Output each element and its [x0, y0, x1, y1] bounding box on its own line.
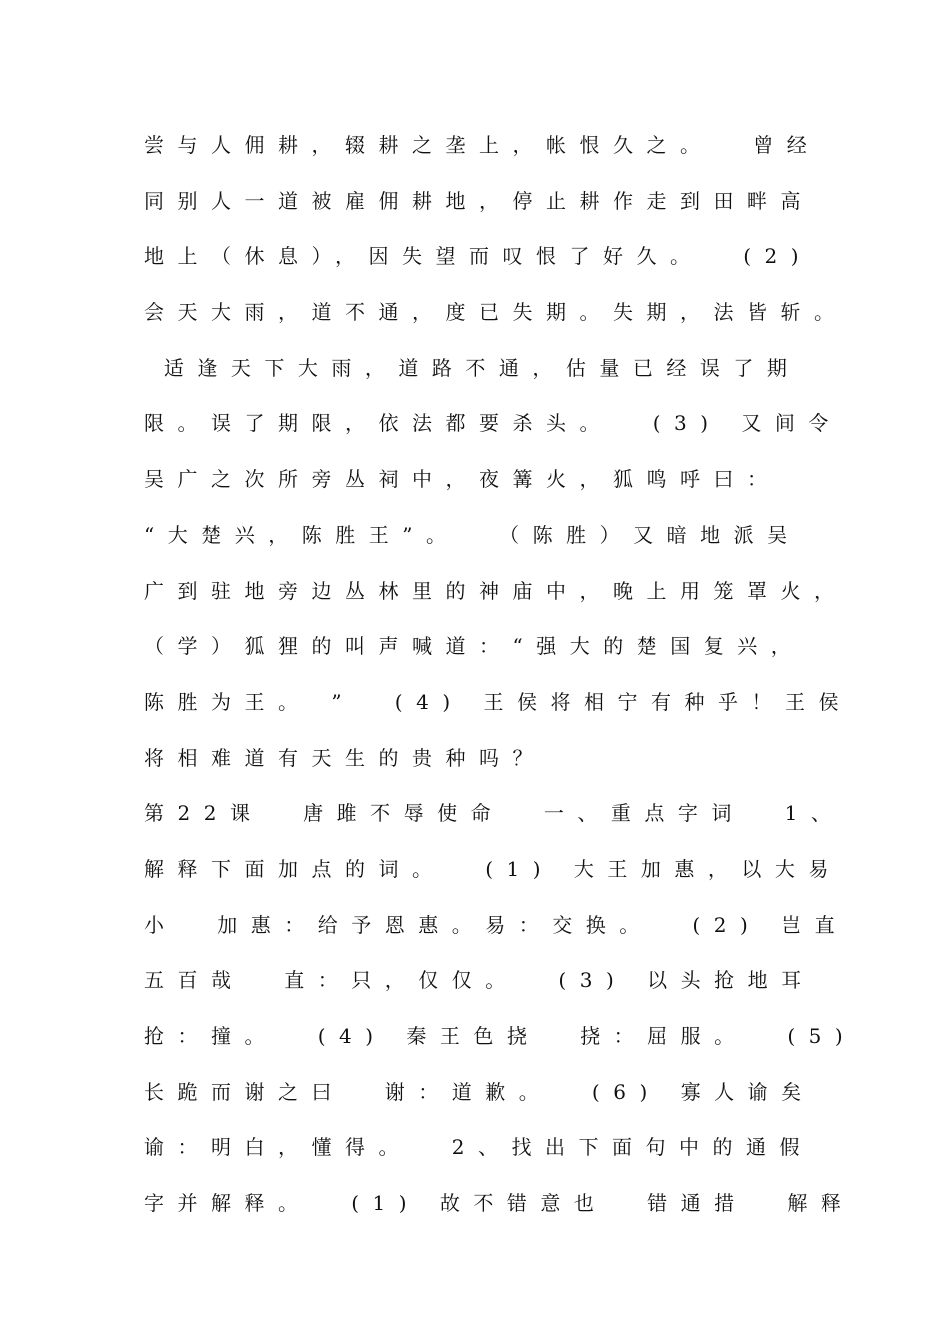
text-line: 广到驻地旁边丛林里的神庙中，晚上用笼罩火，: [144, 578, 848, 603]
text-line: 小 加惠：给予恩惠。易：交换。 (2) 岂直: [144, 912, 849, 937]
text-line: 长跪而谢之曰 谢：道歉。 (6) 寡人谕矣: [144, 1079, 815, 1104]
text-line: 吴广之次所旁丛祠中，夜篝火，狐鸣呼曰：: [144, 467, 781, 492]
text-line: 五百哉 直：只，仅仅。 (3) 以头抢地耳: [144, 968, 815, 993]
text-line: 谕：明白，懂得。 2、找出下面句中的通假: [144, 1135, 813, 1160]
text-line: 适逢天下大雨，道路不通，估量已经误了期: [144, 355, 801, 380]
text-line: 尝与人佣耕，辍耕之垄上，帐恨久之。 曾经: [144, 133, 821, 157]
text-line: 地上（休息），因失望而叹恨了好久。 (2): [144, 244, 813, 269]
body-text: [144, 128, 857, 1242]
text-line: 同别人一道被雇佣耕地，停止耕作走到田畔高: [144, 188, 814, 213]
text-line: 会天大雨，道不通，度已失期。失期，法皆斩。: [144, 300, 848, 325]
text-line: 第22课 唐雎不辱使命 一、重点字词 1、: [144, 801, 845, 826]
text-line: （学）狐狸的叫声喊道：“强大的楚国复兴，: [144, 634, 805, 659]
text-line: 抢：撞。 (4) 秦王色挠 挠：屈服。 (5): [144, 1024, 857, 1048]
text-line: 陈胜为王。 ” (4) 王侯将相宁有种乎！王侯: [144, 689, 852, 714]
text-line: “大楚兴，陈胜王”。 （陈胜）又暗地派吴: [144, 522, 801, 547]
text-line: 限。误了期限，依法都要杀头。 (3) 又间令: [144, 411, 842, 436]
text-line: 字并解释。 (1) 故不错意也 错通措 解释: [144, 1191, 855, 1216]
text-line: 解释下面加点的词。 (1) 大王加惠，以大易: [144, 856, 842, 881]
text-line: 将相难道有天生的贵种吗？: [144, 745, 546, 770]
